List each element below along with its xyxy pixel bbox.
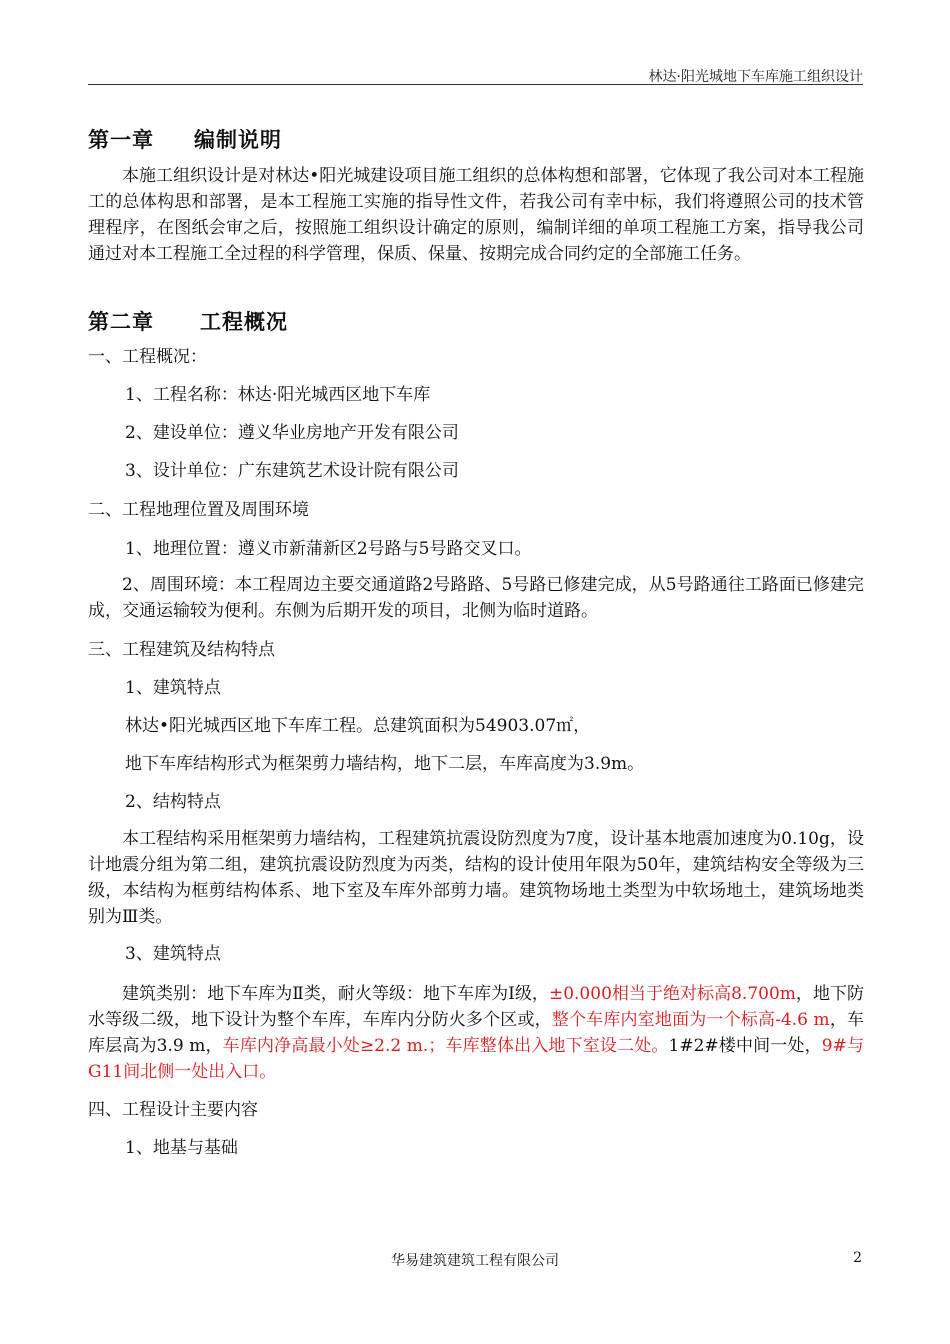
footer-company: 华易建筑建筑工程有限公司 bbox=[391, 1253, 559, 1269]
developer-item: 2、建设单位：遵义华业房地产开发有限公司 bbox=[125, 423, 459, 443]
chapter-2-heading bbox=[88, 306, 288, 336]
page-number: 2 bbox=[853, 1250, 862, 1266]
chapter-2-title: 工程概况 bbox=[200, 310, 288, 334]
structure-features-heading: 2、结构特点 bbox=[125, 792, 221, 812]
header-rule bbox=[88, 84, 863, 85]
location-item: 1、地理位置：遵义市新蒲新区2号路与5号路交叉口。 bbox=[125, 539, 532, 559]
chapter-1-title: 编制说明 bbox=[194, 128, 282, 152]
chapter-1-number: 第一章 bbox=[88, 128, 154, 152]
total-area-line: 林达•阳光城西区地下车库工程。总建筑面积为54903.07㎡， bbox=[125, 716, 591, 736]
structure-paragraph: 本工程结构采用框架剪力墙结构，工程建筑抗震设防烈度为7度，设计基本地震加速度为0.10g，设计地震分组为第二组，建筑抗震设防烈度为丙类，结构的设计使用年限为50年，建筑结构安全等级为三级，本结构为框剪结构体系、地下室及车库外部剪力墙。建筑物场地土类型为中软场地土，建筑场地类别为Ⅲ类。 bbox=[88, 829, 864, 927]
section-2-heading: 二、工程地理位置及周围环境 bbox=[88, 500, 309, 520]
architecture-features-heading: 1、建筑特点 bbox=[125, 678, 221, 698]
foundation-heading: 1、地基与基础 bbox=[125, 1138, 238, 1158]
page-header-title: 林达·阳光城地下车库施工组织设计 bbox=[648, 69, 863, 85]
chapter-1-heading bbox=[88, 124, 282, 154]
chapter-1-paragraph: 本施工组织设计是对林达•阳光城建设项目施工组织的总体构想和部署，它体现了我公司对本工程施工的总体构思和部署，是本工程施工实施的指导性文件，若我公司有幸中标，我们将遵照公司的技术管理程序，在图纸会审之后，按照施工组织设计确定的原则，编制详细的单项工程施工方案，指导我公司通过对本工程施工全过程的科学管理，保质、保量、按期完成合同约定的全部施工任务。 bbox=[88, 166, 864, 264]
building-features-heading: 3、建筑特点 bbox=[125, 944, 221, 964]
section-3-heading: 三、工程建筑及结构特点 bbox=[88, 640, 275, 660]
chapter-2-number: 第二章 bbox=[88, 310, 154, 334]
section-4-heading: 四、工程设计主要内容 bbox=[88, 1100, 258, 1120]
section-1-heading: 一、工程概况： bbox=[88, 347, 207, 367]
environment-paragraph: 2、周围环境：本工程周边主要交通道路2号路路、5号路已修建完成，从5号路通往工路面已修建完成，交通运输较为便利。东侧为后期开发的项目，北侧为临时道路。 bbox=[88, 575, 864, 621]
designer-item: 3、设计单位：广东建筑艺术设计院有限公司 bbox=[125, 461, 459, 481]
structure-form-line: 地下车库结构形式为框架剪力墙结构，地下二层，车库高度为3.9m。 bbox=[125, 754, 645, 774]
building-class-paragraph: 建筑类别：地下车库为Ⅱ类，耐火等级：地下车库为Ⅰ级，±0.000相当于绝对标高8.700m，地下防水等级二级，地下设计为整个车库，车库内分防火多个区或，整个车库内室地面为一个标高-4.6 m，车库层高为3.9 m，车库内净高最小处≥2.2 m.；车库整体出入地下室设二处。1#2#楼中间一处，9#与G11间北侧一处出入口。 bbox=[88, 984, 864, 1082]
project-name-item: 1、工程名称：林达·阳光城西区地下车库 bbox=[125, 385, 431, 405]
